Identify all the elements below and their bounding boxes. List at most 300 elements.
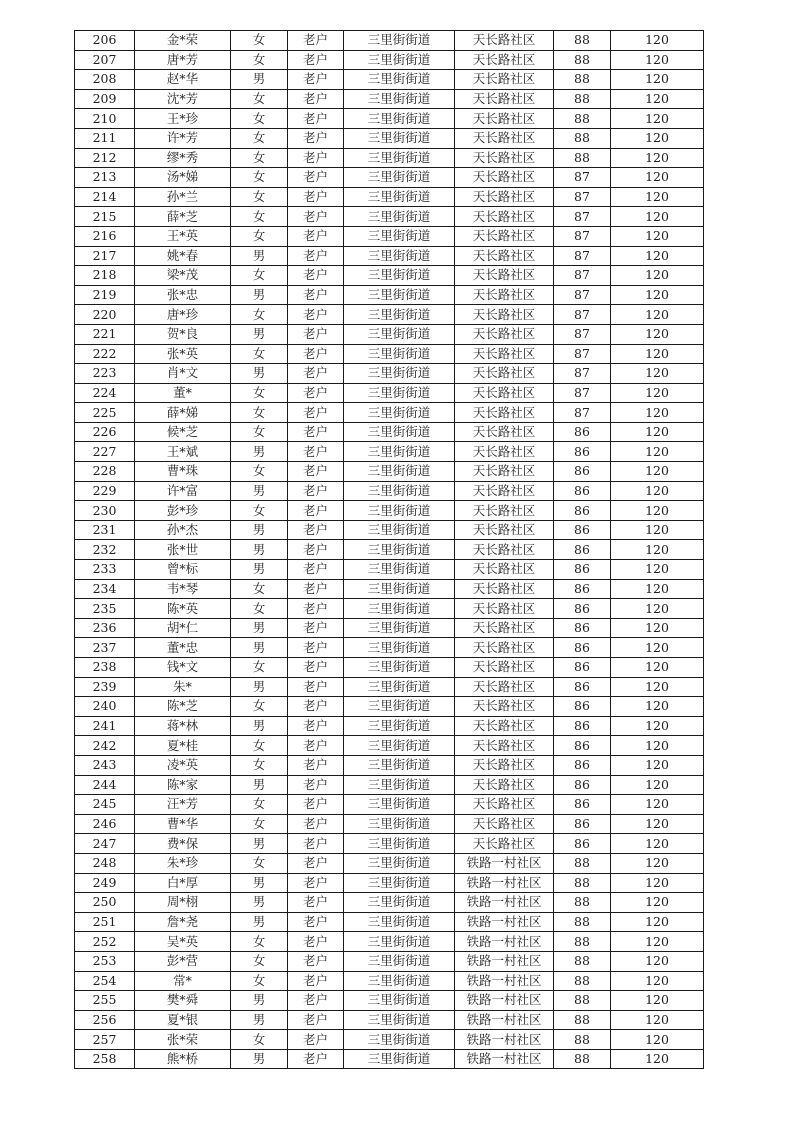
amount-cell: 120 bbox=[611, 1030, 704, 1050]
gender-cell: 女 bbox=[231, 128, 288, 148]
household-type-cell: 老户 bbox=[288, 207, 344, 227]
row-number-cell: 210 bbox=[75, 109, 135, 129]
gender-cell: 女 bbox=[231, 599, 288, 619]
name-cell: 薛*娣 bbox=[135, 403, 231, 423]
name-cell: 薛*芝 bbox=[135, 207, 231, 227]
table-row bbox=[75, 226, 704, 246]
row-number-cell: 218 bbox=[75, 266, 135, 286]
row-number-cell: 256 bbox=[75, 1010, 135, 1030]
gender-cell: 女 bbox=[231, 951, 288, 971]
household-type-cell: 老户 bbox=[288, 736, 344, 756]
name-cell: 孙*兰 bbox=[135, 187, 231, 207]
name-cell: 曾*标 bbox=[135, 560, 231, 580]
age-cell: 86 bbox=[554, 599, 611, 619]
table-row bbox=[75, 991, 704, 1011]
community-cell: 铁路一村社区 bbox=[455, 912, 554, 932]
street-cell: 三里街街道 bbox=[344, 1049, 455, 1069]
row-number-cell: 221 bbox=[75, 324, 135, 344]
amount-cell: 120 bbox=[611, 873, 704, 893]
household-type-cell: 老户 bbox=[288, 128, 344, 148]
age-cell: 86 bbox=[554, 422, 611, 442]
amount-cell: 120 bbox=[611, 442, 704, 462]
name-cell: 张*英 bbox=[135, 344, 231, 364]
gender-cell: 男 bbox=[231, 560, 288, 580]
row-number-cell: 253 bbox=[75, 951, 135, 971]
age-cell: 88 bbox=[554, 893, 611, 913]
household-type-cell: 老户 bbox=[288, 540, 344, 560]
row-number-cell: 241 bbox=[75, 716, 135, 736]
household-type-cell: 老户 bbox=[288, 168, 344, 188]
amount-cell: 120 bbox=[611, 481, 704, 501]
gender-cell: 男 bbox=[231, 991, 288, 1011]
amount-cell: 120 bbox=[611, 422, 704, 442]
street-cell: 三里街街道 bbox=[344, 442, 455, 462]
age-cell: 88 bbox=[554, 1010, 611, 1030]
community-cell: 天长路社区 bbox=[455, 285, 554, 305]
elderly-subsidy-table bbox=[74, 30, 704, 1069]
gender-cell: 女 bbox=[231, 971, 288, 991]
amount-cell: 120 bbox=[611, 1010, 704, 1030]
street-cell: 三里街街道 bbox=[344, 697, 455, 717]
gender-cell: 男 bbox=[231, 246, 288, 266]
street-cell: 三里街街道 bbox=[344, 266, 455, 286]
community-cell: 天长路社区 bbox=[455, 501, 554, 521]
community-cell: 铁路一村社区 bbox=[455, 853, 554, 873]
street-cell: 三里街街道 bbox=[344, 344, 455, 364]
amount-cell: 120 bbox=[611, 1049, 704, 1069]
table-row bbox=[75, 716, 704, 736]
street-cell: 三里街街道 bbox=[344, 677, 455, 697]
household-type-cell: 老户 bbox=[288, 344, 344, 364]
gender-cell: 女 bbox=[231, 207, 288, 227]
household-type-cell: 老户 bbox=[288, 1049, 344, 1069]
table-row bbox=[75, 579, 704, 599]
street-cell: 三里街街道 bbox=[344, 364, 455, 384]
household-type-cell: 老户 bbox=[288, 618, 344, 638]
name-cell: 姚*春 bbox=[135, 246, 231, 266]
community-cell: 铁路一村社区 bbox=[455, 1010, 554, 1030]
row-number-cell: 219 bbox=[75, 285, 135, 305]
age-cell: 86 bbox=[554, 618, 611, 638]
amount-cell: 120 bbox=[611, 814, 704, 834]
amount-cell: 120 bbox=[611, 599, 704, 619]
street-cell: 三里街街道 bbox=[344, 755, 455, 775]
gender-cell: 男 bbox=[231, 70, 288, 90]
name-cell: 朱*珍 bbox=[135, 853, 231, 873]
household-type-cell: 老户 bbox=[288, 599, 344, 619]
amount-cell: 120 bbox=[611, 364, 704, 384]
age-cell: 88 bbox=[554, 31, 611, 51]
amount-cell: 120 bbox=[611, 305, 704, 325]
street-cell: 三里街街道 bbox=[344, 501, 455, 521]
community-cell: 天长路社区 bbox=[455, 403, 554, 423]
table-row bbox=[75, 599, 704, 619]
street-cell: 三里街街道 bbox=[344, 1030, 455, 1050]
street-cell: 三里街街道 bbox=[344, 128, 455, 148]
gender-cell: 男 bbox=[231, 677, 288, 697]
age-cell: 88 bbox=[554, 932, 611, 952]
row-number-cell: 225 bbox=[75, 403, 135, 423]
table-row bbox=[75, 853, 704, 873]
age-cell: 88 bbox=[554, 991, 611, 1011]
table-row bbox=[75, 638, 704, 658]
gender-cell: 男 bbox=[231, 893, 288, 913]
name-cell: 凌*英 bbox=[135, 755, 231, 775]
household-type-cell: 老户 bbox=[288, 50, 344, 70]
name-cell: 许*富 bbox=[135, 481, 231, 501]
name-cell: 王*英 bbox=[135, 226, 231, 246]
row-number-cell: 250 bbox=[75, 893, 135, 913]
household-type-cell: 老户 bbox=[288, 579, 344, 599]
street-cell: 三里街街道 bbox=[344, 285, 455, 305]
table-row bbox=[75, 658, 704, 678]
street-cell: 三里街街道 bbox=[344, 775, 455, 795]
age-cell: 87 bbox=[554, 168, 611, 188]
name-cell: 周*栩 bbox=[135, 893, 231, 913]
community-cell: 天长路社区 bbox=[455, 226, 554, 246]
amount-cell: 120 bbox=[611, 697, 704, 717]
gender-cell: 女 bbox=[231, 853, 288, 873]
table-row bbox=[75, 893, 704, 913]
row-number-cell: 240 bbox=[75, 697, 135, 717]
row-number-cell: 208 bbox=[75, 70, 135, 90]
age-cell: 87 bbox=[554, 383, 611, 403]
table-row bbox=[75, 285, 704, 305]
table-row bbox=[75, 187, 704, 207]
community-cell: 天长路社区 bbox=[455, 638, 554, 658]
row-number-cell: 243 bbox=[75, 755, 135, 775]
community-cell: 天长路社区 bbox=[455, 442, 554, 462]
amount-cell: 120 bbox=[611, 736, 704, 756]
table-body bbox=[75, 31, 704, 1069]
age-cell: 87 bbox=[554, 403, 611, 423]
gender-cell: 女 bbox=[231, 736, 288, 756]
table-row bbox=[75, 618, 704, 638]
household-type-cell: 老户 bbox=[288, 305, 344, 325]
street-cell: 三里街街道 bbox=[344, 305, 455, 325]
table-row bbox=[75, 755, 704, 775]
row-number-cell: 223 bbox=[75, 364, 135, 384]
amount-cell: 120 bbox=[611, 383, 704, 403]
table-row bbox=[75, 775, 704, 795]
household-type-cell: 老户 bbox=[288, 383, 344, 403]
household-type-cell: 老户 bbox=[288, 403, 344, 423]
gender-cell: 女 bbox=[231, 266, 288, 286]
street-cell: 三里街街道 bbox=[344, 89, 455, 109]
community-cell: 天长路社区 bbox=[455, 814, 554, 834]
amount-cell: 120 bbox=[611, 70, 704, 90]
age-cell: 88 bbox=[554, 853, 611, 873]
row-number-cell: 227 bbox=[75, 442, 135, 462]
amount-cell: 120 bbox=[611, 540, 704, 560]
gender-cell: 女 bbox=[231, 579, 288, 599]
row-number-cell: 252 bbox=[75, 932, 135, 952]
gender-cell: 女 bbox=[231, 168, 288, 188]
gender-cell: 女 bbox=[231, 501, 288, 521]
gender-cell: 男 bbox=[231, 1010, 288, 1030]
community-cell: 天长路社区 bbox=[455, 50, 554, 70]
street-cell: 三里街街道 bbox=[344, 383, 455, 403]
household-type-cell: 老户 bbox=[288, 814, 344, 834]
community-cell: 天长路社区 bbox=[455, 795, 554, 815]
name-cell: 曹*珠 bbox=[135, 462, 231, 482]
row-number-cell: 239 bbox=[75, 677, 135, 697]
gender-cell: 女 bbox=[231, 697, 288, 717]
gender-cell: 男 bbox=[231, 540, 288, 560]
row-number-cell: 258 bbox=[75, 1049, 135, 1069]
age-cell: 86 bbox=[554, 775, 611, 795]
street-cell: 三里街街道 bbox=[344, 207, 455, 227]
table-row bbox=[75, 795, 704, 815]
street-cell: 三里街街道 bbox=[344, 540, 455, 560]
amount-cell: 120 bbox=[611, 207, 704, 227]
table-row bbox=[75, 932, 704, 952]
amount-cell: 120 bbox=[611, 246, 704, 266]
age-cell: 87 bbox=[554, 285, 611, 305]
gender-cell: 女 bbox=[231, 109, 288, 129]
household-type-cell: 老户 bbox=[288, 677, 344, 697]
street-cell: 三里街街道 bbox=[344, 148, 455, 168]
street-cell: 三里街街道 bbox=[344, 932, 455, 952]
row-number-cell: 209 bbox=[75, 89, 135, 109]
amount-cell: 120 bbox=[611, 677, 704, 697]
community-cell: 天长路社区 bbox=[455, 207, 554, 227]
table-row bbox=[75, 1049, 704, 1069]
street-cell: 三里街街道 bbox=[344, 422, 455, 442]
gender-cell: 女 bbox=[231, 755, 288, 775]
age-cell: 86 bbox=[554, 736, 611, 756]
row-number-cell: 217 bbox=[75, 246, 135, 266]
name-cell: 王*斌 bbox=[135, 442, 231, 462]
row-number-cell: 254 bbox=[75, 971, 135, 991]
gender-cell: 男 bbox=[231, 716, 288, 736]
household-type-cell: 老户 bbox=[288, 834, 344, 854]
table-row bbox=[75, 677, 704, 697]
community-cell: 天长路社区 bbox=[455, 383, 554, 403]
community-cell: 天长路社区 bbox=[455, 755, 554, 775]
name-cell: 张*世 bbox=[135, 540, 231, 560]
age-cell: 86 bbox=[554, 697, 611, 717]
age-cell: 87 bbox=[554, 226, 611, 246]
street-cell: 三里街街道 bbox=[344, 873, 455, 893]
amount-cell: 120 bbox=[611, 501, 704, 521]
amount-cell: 120 bbox=[611, 520, 704, 540]
age-cell: 88 bbox=[554, 50, 611, 70]
row-number-cell: 215 bbox=[75, 207, 135, 227]
name-cell: 孙*杰 bbox=[135, 520, 231, 540]
street-cell: 三里街街道 bbox=[344, 658, 455, 678]
community-cell: 天长路社区 bbox=[455, 599, 554, 619]
table-row bbox=[75, 207, 704, 227]
household-type-cell: 老户 bbox=[288, 266, 344, 286]
household-type-cell: 老户 bbox=[288, 109, 344, 129]
community-cell: 天长路社区 bbox=[455, 481, 554, 501]
street-cell: 三里街街道 bbox=[344, 246, 455, 266]
age-cell: 87 bbox=[554, 344, 611, 364]
gender-cell: 女 bbox=[231, 187, 288, 207]
name-cell: 陈*家 bbox=[135, 775, 231, 795]
name-cell: 汤*娣 bbox=[135, 168, 231, 188]
community-cell: 天长路社区 bbox=[455, 775, 554, 795]
street-cell: 三里街街道 bbox=[344, 462, 455, 482]
amount-cell: 120 bbox=[611, 638, 704, 658]
community-cell: 天长路社区 bbox=[455, 324, 554, 344]
household-type-cell: 老户 bbox=[288, 481, 344, 501]
household-type-cell: 老户 bbox=[288, 520, 344, 540]
row-number-cell: 251 bbox=[75, 912, 135, 932]
amount-cell: 120 bbox=[611, 579, 704, 599]
street-cell: 三里街街道 bbox=[344, 618, 455, 638]
name-cell: 梁*茂 bbox=[135, 266, 231, 286]
name-cell: 唐*珍 bbox=[135, 305, 231, 325]
name-cell: 候*芝 bbox=[135, 422, 231, 442]
amount-cell: 120 bbox=[611, 560, 704, 580]
community-cell: 铁路一村社区 bbox=[455, 971, 554, 991]
age-cell: 86 bbox=[554, 579, 611, 599]
community-cell: 天长路社区 bbox=[455, 697, 554, 717]
table-row bbox=[75, 481, 704, 501]
table-row bbox=[75, 148, 704, 168]
street-cell: 三里街街道 bbox=[344, 31, 455, 51]
name-cell: 朱* bbox=[135, 677, 231, 697]
household-type-cell: 老户 bbox=[288, 70, 344, 90]
row-number-cell: 249 bbox=[75, 873, 135, 893]
age-cell: 86 bbox=[554, 560, 611, 580]
household-type-cell: 老户 bbox=[288, 873, 344, 893]
name-cell: 曹*华 bbox=[135, 814, 231, 834]
street-cell: 三里街街道 bbox=[344, 951, 455, 971]
community-cell: 天长路社区 bbox=[455, 246, 554, 266]
age-cell: 86 bbox=[554, 501, 611, 521]
community-cell: 铁路一村社区 bbox=[455, 932, 554, 952]
household-type-cell: 老户 bbox=[288, 89, 344, 109]
household-type-cell: 老户 bbox=[288, 932, 344, 952]
row-number-cell: 230 bbox=[75, 501, 135, 521]
street-cell: 三里街街道 bbox=[344, 893, 455, 913]
street-cell: 三里街街道 bbox=[344, 70, 455, 90]
row-number-cell: 231 bbox=[75, 520, 135, 540]
community-cell: 天长路社区 bbox=[455, 187, 554, 207]
name-cell: 王*珍 bbox=[135, 109, 231, 129]
row-number-cell: 211 bbox=[75, 128, 135, 148]
amount-cell: 120 bbox=[611, 834, 704, 854]
row-number-cell: 207 bbox=[75, 50, 135, 70]
name-cell: 夏*桂 bbox=[135, 736, 231, 756]
name-cell: 樊*舜 bbox=[135, 991, 231, 1011]
amount-cell: 120 bbox=[611, 89, 704, 109]
name-cell: 唐*芳 bbox=[135, 50, 231, 70]
name-cell: 贺*良 bbox=[135, 324, 231, 344]
age-cell: 87 bbox=[554, 266, 611, 286]
name-cell: 蒋*林 bbox=[135, 716, 231, 736]
household-type-cell: 老户 bbox=[288, 226, 344, 246]
age-cell: 86 bbox=[554, 442, 611, 462]
row-number-cell: 237 bbox=[75, 638, 135, 658]
gender-cell: 女 bbox=[231, 89, 288, 109]
table-row bbox=[75, 383, 704, 403]
age-cell: 86 bbox=[554, 755, 611, 775]
row-number-cell: 228 bbox=[75, 462, 135, 482]
community-cell: 铁路一村社区 bbox=[455, 893, 554, 913]
household-type-cell: 老户 bbox=[288, 912, 344, 932]
table-row bbox=[75, 89, 704, 109]
table-row bbox=[75, 442, 704, 462]
gender-cell: 男 bbox=[231, 638, 288, 658]
street-cell: 三里街街道 bbox=[344, 814, 455, 834]
name-cell: 肖*文 bbox=[135, 364, 231, 384]
amount-cell: 120 bbox=[611, 31, 704, 51]
gender-cell: 女 bbox=[231, 932, 288, 952]
row-number-cell: 212 bbox=[75, 148, 135, 168]
row-number-cell: 247 bbox=[75, 834, 135, 854]
table-row bbox=[75, 540, 704, 560]
community-cell: 天长路社区 bbox=[455, 128, 554, 148]
name-cell: 彭*珍 bbox=[135, 501, 231, 521]
community-cell: 天长路社区 bbox=[455, 560, 554, 580]
age-cell: 88 bbox=[554, 128, 611, 148]
community-cell: 天长路社区 bbox=[455, 305, 554, 325]
gender-cell: 男 bbox=[231, 912, 288, 932]
table-row bbox=[75, 50, 704, 70]
name-cell: 董*忠 bbox=[135, 638, 231, 658]
amount-cell: 120 bbox=[611, 951, 704, 971]
name-cell: 熊*桥 bbox=[135, 1049, 231, 1069]
row-number-cell: 255 bbox=[75, 991, 135, 1011]
age-cell: 86 bbox=[554, 795, 611, 815]
gender-cell: 女 bbox=[231, 50, 288, 70]
age-cell: 88 bbox=[554, 70, 611, 90]
name-cell: 白*厚 bbox=[135, 873, 231, 893]
community-cell: 铁路一村社区 bbox=[455, 1030, 554, 1050]
amount-cell: 120 bbox=[611, 658, 704, 678]
amount-cell: 120 bbox=[611, 618, 704, 638]
gender-cell: 女 bbox=[231, 226, 288, 246]
name-cell: 董* bbox=[135, 383, 231, 403]
household-type-cell: 老户 bbox=[288, 246, 344, 266]
name-cell: 常* bbox=[135, 971, 231, 991]
age-cell: 88 bbox=[554, 951, 611, 971]
age-cell: 86 bbox=[554, 834, 611, 854]
table-row bbox=[75, 873, 704, 893]
table-row bbox=[75, 109, 704, 129]
amount-cell: 120 bbox=[611, 775, 704, 795]
table-row bbox=[75, 128, 704, 148]
name-cell: 金*荣 bbox=[135, 31, 231, 51]
gender-cell: 女 bbox=[231, 148, 288, 168]
table-row bbox=[75, 971, 704, 991]
gender-cell: 男 bbox=[231, 364, 288, 384]
name-cell: 夏*银 bbox=[135, 1010, 231, 1030]
street-cell: 三里街街道 bbox=[344, 638, 455, 658]
table-row bbox=[75, 501, 704, 521]
name-cell: 吴*英 bbox=[135, 932, 231, 952]
street-cell: 三里街街道 bbox=[344, 109, 455, 129]
community-cell: 天长路社区 bbox=[455, 658, 554, 678]
household-type-cell: 老户 bbox=[288, 324, 344, 344]
amount-cell: 120 bbox=[611, 716, 704, 736]
name-cell: 许*芳 bbox=[135, 128, 231, 148]
street-cell: 三里街街道 bbox=[344, 736, 455, 756]
household-type-cell: 老户 bbox=[288, 775, 344, 795]
community-cell: 铁路一村社区 bbox=[455, 1049, 554, 1069]
street-cell: 三里街街道 bbox=[344, 991, 455, 1011]
table-row bbox=[75, 364, 704, 384]
amount-cell: 120 bbox=[611, 893, 704, 913]
table-row bbox=[75, 1010, 704, 1030]
name-cell: 汪*芳 bbox=[135, 795, 231, 815]
row-number-cell: 236 bbox=[75, 618, 135, 638]
community-cell: 天长路社区 bbox=[455, 540, 554, 560]
